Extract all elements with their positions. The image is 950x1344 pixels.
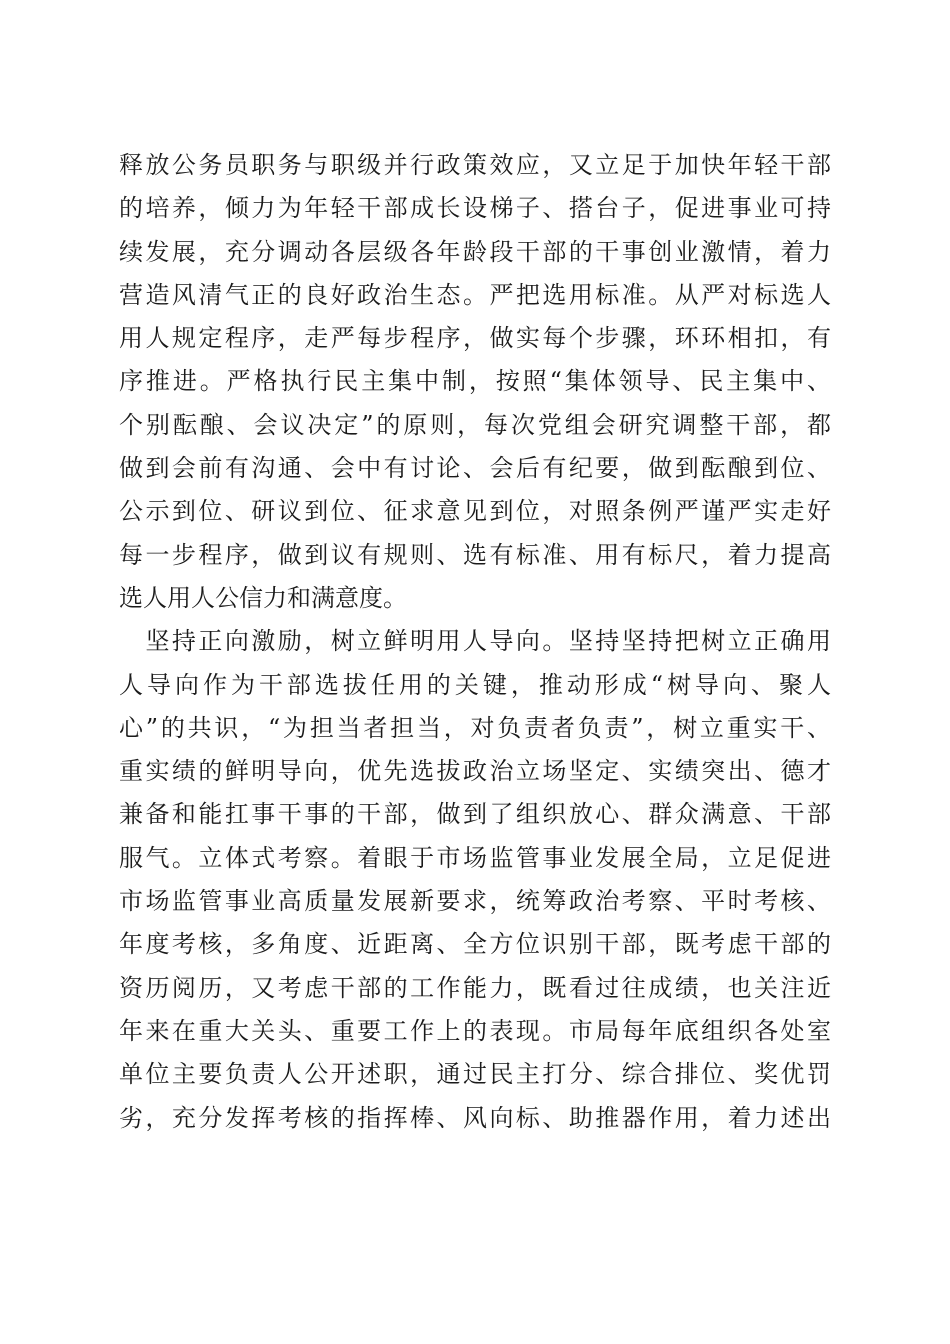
text-line: 释放公务员职务与职级并行政策效应，又立足于加快年轻干部 xyxy=(119,151,831,179)
text-line: 选人用人公信力和满意度。 xyxy=(119,583,407,612)
text-line: 公示到位、研议到位、征求意见到位，对照条例严谨严实走好 xyxy=(119,497,831,526)
text-line: 坚持正向激励，树立鲜明用人导向。坚持坚持把树立正确用 xyxy=(119,627,831,656)
text-line: 劣，充分发挥考核的指挥棒、风向标、助推器作用，着力述出 xyxy=(119,1103,831,1132)
text-line: 做到会前有沟通、会中有讨论、会后有纪要，做到酝酿到位、 xyxy=(119,454,831,483)
text-line: 兼备和能扛事干事的干部，做到了组织放心、群众满意、干部 xyxy=(119,800,831,829)
text-line: 序推进。严格执行民主集中制，按照“集体领导、民主集中、 xyxy=(119,367,831,396)
text-line: 人导向作为干部选拔任用的关键，推动形成“树导向、聚人 xyxy=(119,670,831,699)
text-line: 服气。立体式考察。着眼于市场监管事业发展全局，立足促进 xyxy=(119,843,831,872)
text-line: 每一步程序，做到议有规则、选有标准、用有标尺，着力提高 xyxy=(119,540,831,569)
text-line: 重实绩的鲜明导向，优先选拔政治立场坚定、实绩突出、德才 xyxy=(119,757,831,786)
text-line: 心”的共识，“为担当者担当，对负责者负责”，树立重实干、 xyxy=(119,713,831,742)
text-line: 资历阅历，又考虑干部的工作能力，既看过往成绩，也关注近 xyxy=(119,973,831,1002)
text-line: 续发展，充分调动各层级各年龄段干部的干事创业激情，着力 xyxy=(119,237,831,266)
text-line: 单位主要负责人公开述职，通过民主打分、综合排位、奖优罚 xyxy=(119,1060,831,1089)
text-line: 年度考核，多角度、近距离、全方位识别干部，既考虑干部的 xyxy=(119,930,831,959)
text-line: 的培养，倾力为年轻干部成长设梯子、搭台子，促进事业可持 xyxy=(119,194,831,223)
text-line: 营造风清气正的良好政治生态。严把选用标准。从严对标选人 xyxy=(119,280,831,309)
text-line: 年来在重大关头、重要工作上的表现。市局每年底组织各处室 xyxy=(119,1016,831,1045)
text-line: 个别酝酿、会议决定”的原则，每次党组会研究调整干部，都 xyxy=(119,410,831,439)
body-text xyxy=(119,144,831,1140)
text-line: 用人规定程序，走严每步程序，做实每个步骤，环环相扣，有 xyxy=(119,324,831,353)
text-line: 市场监管事业高质量发展新要求，统筹政治考察、平时考核、 xyxy=(119,887,831,916)
